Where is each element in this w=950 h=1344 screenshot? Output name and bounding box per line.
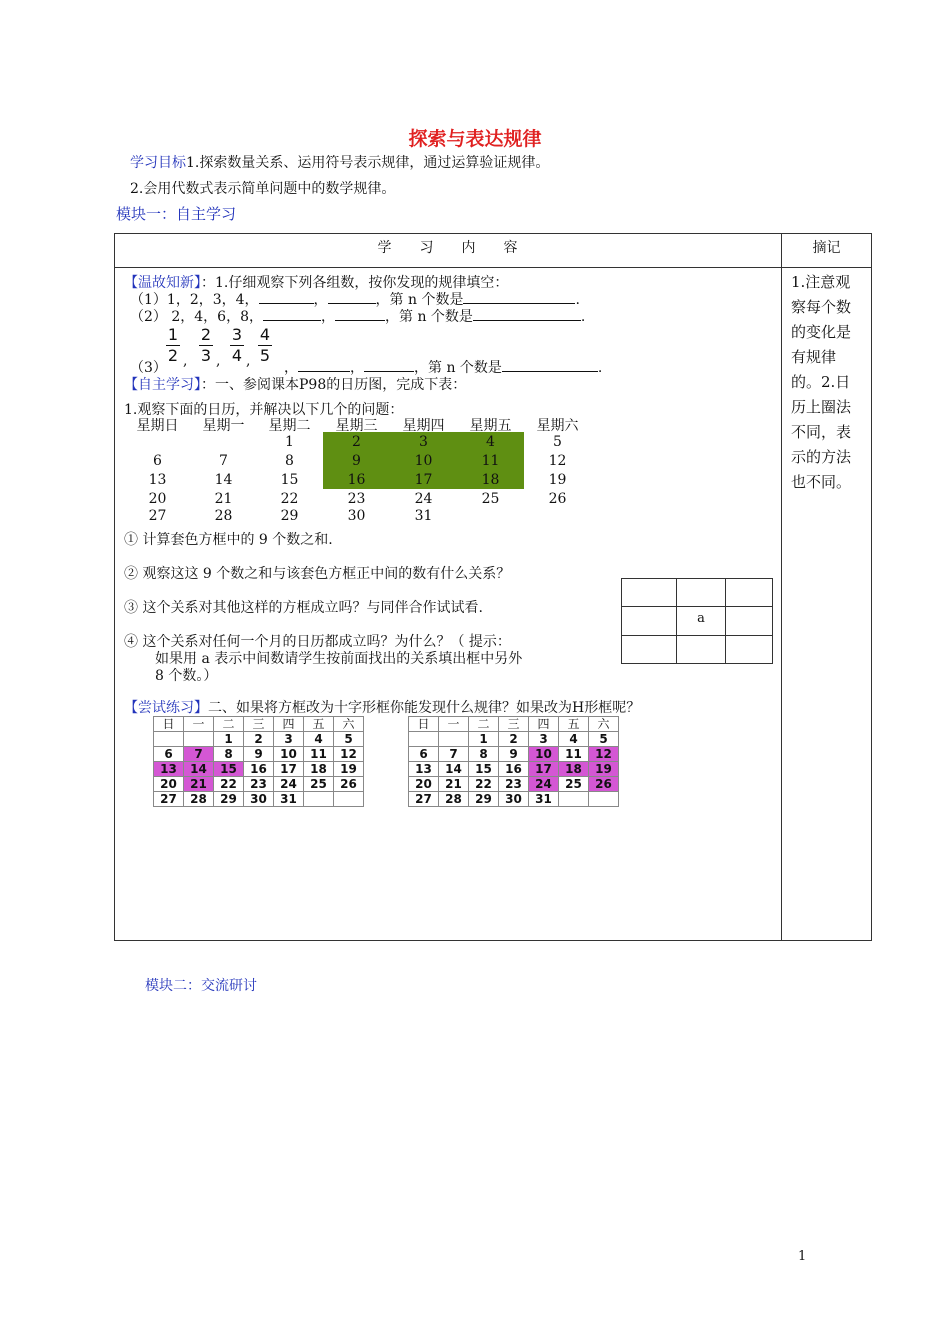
weekday-header: 一 xyxy=(184,717,214,732)
calendar-day: 26 xyxy=(334,777,364,792)
calendar-day: 27 xyxy=(148,508,167,524)
blank[interactable] xyxy=(473,308,581,321)
sequence-3: ， ， ，第 n 个数是 . xyxy=(284,360,603,376)
question-4: ④ 这个关系对任何一个月的日历都成立吗？为什么？（ 提示： xyxy=(124,634,511,650)
goals-label: 学习目标 xyxy=(130,155,186,171)
page-number: 1 xyxy=(798,1249,807,1264)
weekday-header: 日 xyxy=(409,717,439,732)
calendar-day xyxy=(154,732,184,747)
sequence-2: （2） 2，4，6，8， ， ，第 n 个数是 . xyxy=(130,309,586,325)
calendar-day: 15 xyxy=(469,762,499,777)
calendar-day: 26 xyxy=(548,491,567,507)
calendar-day: 29 xyxy=(280,508,299,524)
question-3: ③ 这个关系对其他这样的方框成立吗？与同伴合作试试看. xyxy=(124,600,483,616)
module-1-heading: 模块一：自主学习 xyxy=(116,205,237,223)
blank[interactable] xyxy=(335,308,385,321)
calendar-day: 6 xyxy=(153,453,162,469)
calendar-day: 27 xyxy=(409,792,439,807)
calendar-day: 5 xyxy=(334,732,364,747)
practice-text: 二、如果将方框改为十字形框你能发现什么规律？如果改为H形框呢？ xyxy=(208,700,641,716)
sequence-1: （1）1，2，3，4， ， ，第 n 个数是 . xyxy=(130,292,580,308)
calendar-day: 15 xyxy=(214,762,244,777)
weekday-header: 五 xyxy=(304,717,334,732)
calendar-day: 21 xyxy=(184,777,214,792)
sequence-2-prefix: （2） 2，4，6，8， xyxy=(130,309,263,325)
weekday-header: 四 xyxy=(274,717,304,732)
question-1: ① 计算套色方框中的 9 个数之和. xyxy=(124,532,333,548)
warmup-text: ：1.仔细观察下列各组数，按你发现的规律填空： xyxy=(201,275,509,291)
calendar-day: 30 xyxy=(347,508,366,524)
sequence-1-prefix: （1）1，2，3，4， xyxy=(130,292,259,308)
calendar-day: 24 xyxy=(274,777,304,792)
calendar-day: 18 xyxy=(304,762,334,777)
calendar-day: 11 xyxy=(481,453,500,469)
calendar-day: 21 xyxy=(214,491,233,507)
calendar-day: 12 xyxy=(334,747,364,762)
calendar-day: 2 xyxy=(352,434,361,450)
calendar-row xyxy=(124,453,604,472)
weekday-header: 六 xyxy=(334,717,364,732)
calendar-day: 2 xyxy=(244,732,274,747)
selfstudy-line xyxy=(124,374,466,394)
blank[interactable] xyxy=(502,359,598,372)
calendar-row xyxy=(124,472,604,491)
calendar-day: 10 xyxy=(529,747,559,762)
calendar-day: 16 xyxy=(244,762,274,777)
weekday: 星期四 xyxy=(402,418,445,434)
calendar-day: 5 xyxy=(553,434,562,450)
calendar-row xyxy=(124,434,604,453)
calendar-day: 22 xyxy=(214,777,244,792)
calendar-day: 25 xyxy=(559,777,589,792)
calendar-day: 19 xyxy=(334,762,364,777)
calendar-day: 4 xyxy=(486,434,495,450)
practice-tag: 【尝试练习】 xyxy=(124,700,208,716)
calendar-day: 1 xyxy=(469,732,499,747)
calendar-day xyxy=(589,792,619,807)
calendar-day: 23 xyxy=(499,777,529,792)
header-content: 学 习 内 容 xyxy=(377,240,518,256)
calendar-day: 12 xyxy=(548,453,567,469)
calendar-day: 11 xyxy=(559,747,589,762)
calendar-day: 28 xyxy=(184,792,214,807)
fraction: 4 5 xyxy=(259,325,271,365)
weekday: 星期五 xyxy=(469,418,512,434)
calendar-day: 7 xyxy=(219,453,228,469)
calendar-day: 18 xyxy=(559,762,589,777)
sequence-1-nth: ，第 n 个数是 xyxy=(375,292,464,308)
calendar-day: 27 xyxy=(154,792,184,807)
notes-text: 1.注意观察每个数的变化是有规律的。2.日历上圈法不同，表示的方法也不同。 xyxy=(791,273,852,491)
selfstudy-tag: 【自主学习】 xyxy=(124,377,201,393)
calendar-day: 30 xyxy=(244,792,274,807)
calendar-day: 23 xyxy=(347,491,366,507)
cross-calendar xyxy=(153,716,364,807)
calendar-day xyxy=(439,732,469,747)
weekday-header: 四 xyxy=(529,717,559,732)
calendar-day: 10 xyxy=(414,453,433,469)
goal-2: 2.会用代数式表示简单问题中的数学规律。 xyxy=(130,181,396,197)
weekday-header: 五 xyxy=(559,717,589,732)
calendar-day: 17 xyxy=(414,472,433,488)
weekday-header: 六 xyxy=(589,717,619,732)
calendar-day: 17 xyxy=(529,762,559,777)
calendar-day: 19 xyxy=(589,762,619,777)
weekday: 星期三 xyxy=(335,418,378,434)
calendar-day: 5 xyxy=(589,732,619,747)
header-notes: 摘记 xyxy=(812,240,841,256)
module-2-heading: 模块二：交流研讨 xyxy=(145,978,257,994)
calendar-day xyxy=(559,792,589,807)
sequence-3-nth: ，第 n 个数是 xyxy=(414,360,502,376)
calendar-day: 12 xyxy=(589,747,619,762)
calendar-day: 15 xyxy=(280,472,299,488)
blank[interactable] xyxy=(298,359,350,372)
calendar-day: 2 xyxy=(499,732,529,747)
calendar-day: 4 xyxy=(304,732,334,747)
calendar-day: 18 xyxy=(481,472,500,488)
calendar-day: 24 xyxy=(529,777,559,792)
weekday-header: 二 xyxy=(469,717,499,732)
calendar-day: 3 xyxy=(419,434,428,450)
calendar-day: 19 xyxy=(548,472,567,488)
weekday-header: 三 xyxy=(244,717,274,732)
calendar-day: 11 xyxy=(304,747,334,762)
blank[interactable] xyxy=(259,291,314,304)
calendar-day: 1 xyxy=(285,434,294,450)
blank[interactable] xyxy=(328,291,376,304)
sequence-3-prefix: （3） xyxy=(130,360,167,376)
calendar-day: 3 xyxy=(529,732,559,747)
table-header-line xyxy=(114,267,872,268)
calendar-day: 23 xyxy=(244,777,274,792)
calendar-day: 13 xyxy=(154,762,184,777)
calendar-day: 30 xyxy=(499,792,529,807)
calendar-day: 7 xyxy=(184,747,214,762)
calendar-day: 6 xyxy=(154,747,184,762)
calendar-day: 8 xyxy=(469,747,499,762)
calendar-day: 22 xyxy=(280,491,299,507)
calendar-day: 31 xyxy=(529,792,559,807)
weekday-header: 三 xyxy=(499,717,529,732)
selfstudy-text: ：一、参阅课本P98的日历图，完成下表： xyxy=(201,377,467,393)
calendar-day: 3 xyxy=(274,732,304,747)
calendar-day: 29 xyxy=(469,792,499,807)
calendar-day: 16 xyxy=(499,762,529,777)
calendar-day: 13 xyxy=(409,762,439,777)
question-4-hint: 如果用 a 表示中间数请学生按前面找出的关系填出框中另外 xyxy=(155,651,523,667)
fraction: 1 2 xyxy=(167,325,179,365)
blank[interactable] xyxy=(463,291,575,304)
weekday: 星期一 xyxy=(202,418,245,434)
weekday: 星期六 xyxy=(536,418,579,434)
calendar-day: 20 xyxy=(148,491,167,507)
calendar-weekdays xyxy=(124,415,604,434)
calendar-day xyxy=(184,732,214,747)
grid-center-label: a xyxy=(697,611,705,626)
weekday-header: 二 xyxy=(214,717,244,732)
warmup-tag: 【温故知新】 xyxy=(124,275,201,291)
blank[interactable] xyxy=(263,308,321,321)
learning-goals xyxy=(130,152,549,172)
calendar-day: 29 xyxy=(214,792,244,807)
calendar-day: 4 xyxy=(559,732,589,747)
weekday: 星期二 xyxy=(268,418,311,434)
calendar-day: 10 xyxy=(274,747,304,762)
calendar-day: 22 xyxy=(469,777,499,792)
calendar-day: 8 xyxy=(285,453,294,469)
calendar-day: 9 xyxy=(499,747,529,762)
calendar-day: 25 xyxy=(304,777,334,792)
calendar-day: 26 xyxy=(589,777,619,792)
weekday-header: 一 xyxy=(439,717,469,732)
calendar-day: 24 xyxy=(414,491,433,507)
calendar-day: 8 xyxy=(214,747,244,762)
calendar-day xyxy=(334,792,364,807)
blank[interactable] xyxy=(364,359,414,372)
practice-line xyxy=(124,697,640,717)
h-calendar xyxy=(408,716,619,807)
calendar-day: 14 xyxy=(184,762,214,777)
three-by-three-grid xyxy=(621,578,773,664)
calendar-day: 21 xyxy=(439,777,469,792)
calendar-day: 14 xyxy=(214,472,233,488)
question-2: ② 观察这这 9 个数之和与该套色方框正中间的数有什么关系？ xyxy=(124,566,511,582)
calendar-day: 6 xyxy=(409,747,439,762)
calendar-day: 20 xyxy=(154,777,184,792)
calendar-day: 25 xyxy=(481,491,500,507)
calendar-day: 17 xyxy=(274,762,304,777)
calendar-day: 16 xyxy=(347,472,366,488)
table-divider xyxy=(781,233,782,941)
weekday-header: 日 xyxy=(154,717,184,732)
calendar-day xyxy=(409,732,439,747)
calendar-intro: 1.观察下面的日历，并解决以下几个的问题： xyxy=(124,402,404,418)
calendar-day: 20 xyxy=(409,777,439,792)
question-4-hint-end: 8 个数。） xyxy=(155,668,218,684)
calendar-day: 13 xyxy=(148,472,167,488)
calendar-day: 28 xyxy=(439,792,469,807)
calendar-row xyxy=(124,508,604,527)
calendar-day: 7 xyxy=(439,747,469,762)
calendar-day: 14 xyxy=(439,762,469,777)
fraction: 2 3 xyxy=(200,325,212,365)
calendar-day: 31 xyxy=(274,792,304,807)
page-title: 探索与表达规律 xyxy=(408,128,542,150)
calendar-day xyxy=(304,792,334,807)
goal-1: 1.探索数量关系、运用符号表示规律，通过运算验证规律。 xyxy=(186,155,550,171)
fraction: 3 4 xyxy=(231,325,243,365)
calendar-day: 31 xyxy=(414,508,433,524)
sequence-2-nth: ，第 n 个数是 xyxy=(385,309,473,325)
calendar-day: 9 xyxy=(352,453,361,469)
calendar-day: 1 xyxy=(214,732,244,747)
weekday: 星期日 xyxy=(136,418,179,434)
calendar-day: 28 xyxy=(214,508,233,524)
calendar-day: 9 xyxy=(244,747,274,762)
